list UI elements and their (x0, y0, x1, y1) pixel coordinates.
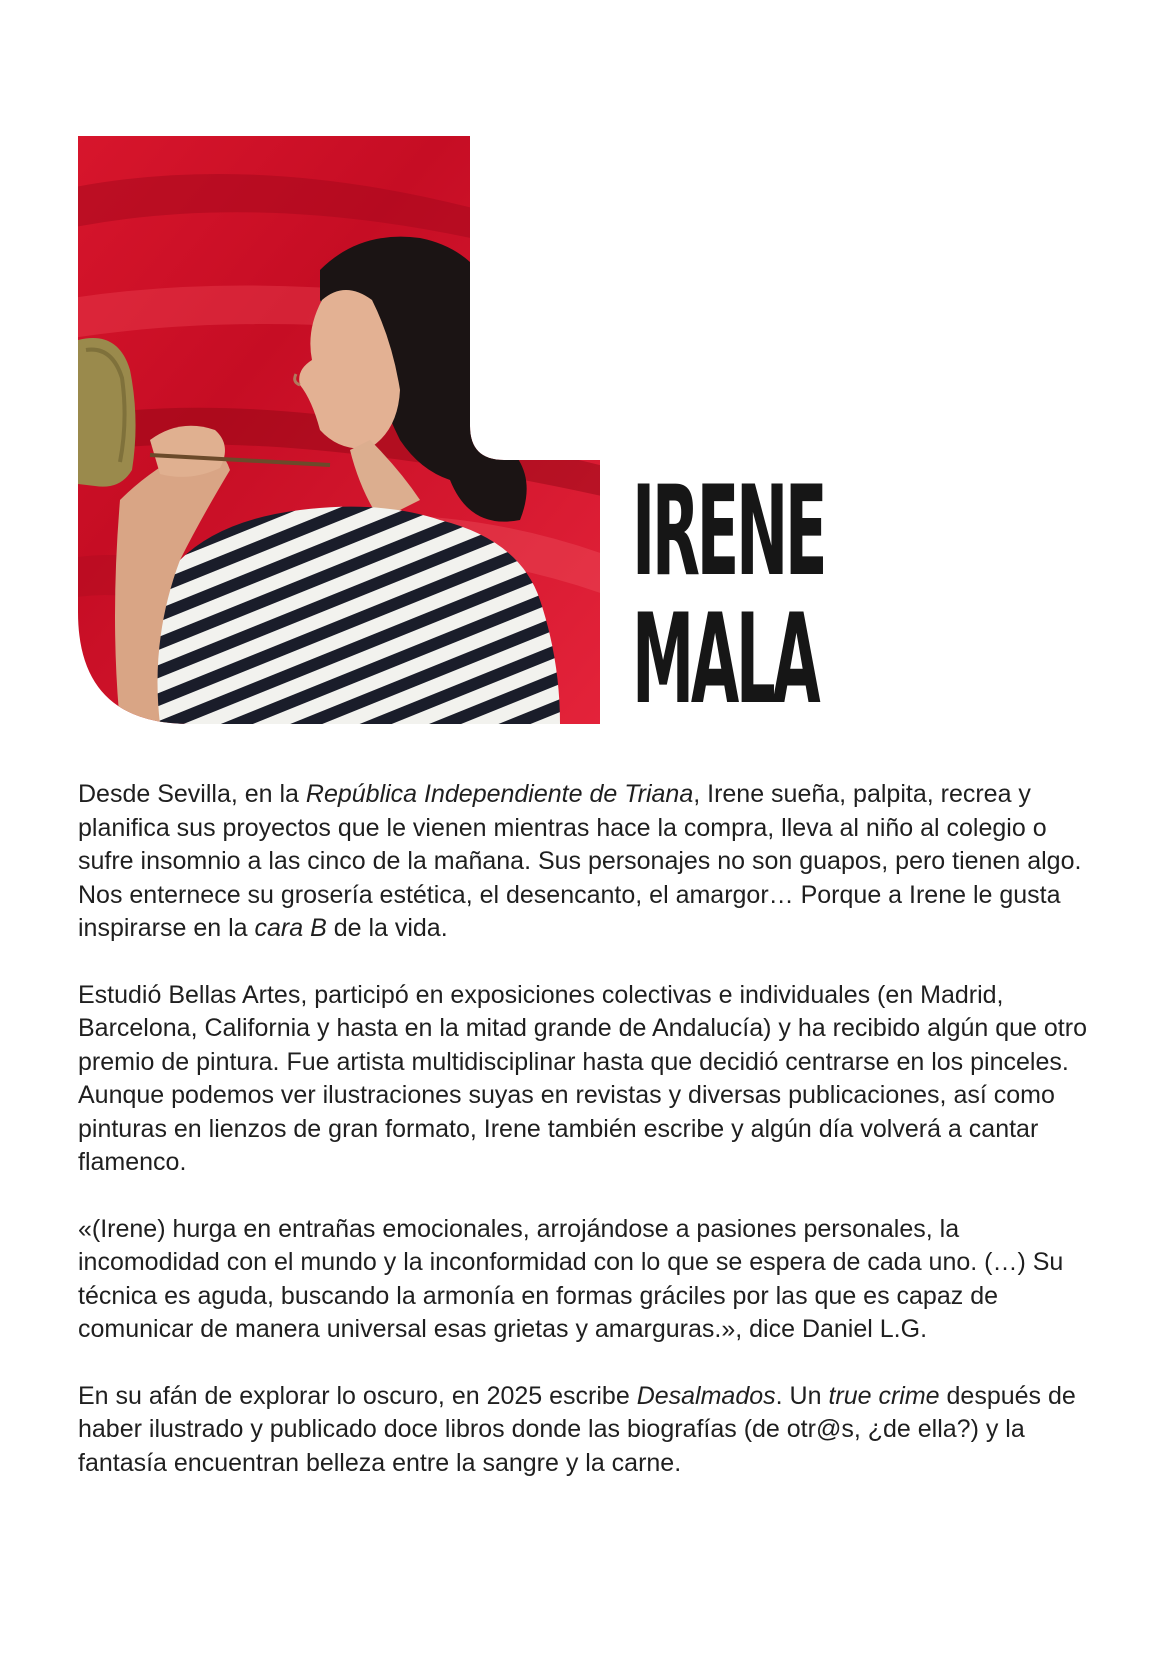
author-bio (78, 778, 1098, 1513)
author-photo-graphic (0, 0, 620, 740)
author-photo (0, 0, 620, 740)
bio-paragraph-1: Desde Sevilla, en la República Independiente de Triana, Irene sueña, palpita, recrea y planifica sus proyectos que le vienen mientras hace la compra, lleva al niño al colegio o sufre insomnio a las cinco de la mañana. Sus personajes no son guapos, pero tienen algo. Nos enternece su grosería estética, el desencanto, el amargor… Porque a Irene le gusta inspirarse en la cara B de la vida. (78, 780, 1082, 942)
bio-paragraph-3: «(Irene) hurga en entrañas emocionales, arrojándose a pasiones personales, la incomodidad con el mundo y la inconformidad con lo que se espera de cada uno. (…) Su técnica es aguda, buscando la armonía en formas gráciles por las que es capaz de comunicar de manera universal esas grietas y amarguras.», dice Daniel L.G. (78, 1214, 1064, 1343)
author-name (632, 460, 852, 732)
author-first-name: IRENE (632, 460, 825, 604)
author-last-name: MALA (632, 588, 818, 732)
bio-paragraph-2: Estudió Bellas Artes, participó en exposiciones colectivas e individuales (en Madrid, Barcelona, California y hasta en la mitad grande de Andalucía) y ha recibido algún que otro premio de pintura. Fue artista multidisciplinar hasta que decidió centrarse en los pinceles. Aunque podemos ver ilustraciones suyas en revistas y diversas publicaciones, así como pinturas en lienzos de gran formato, Irene también escribe y algún día volverá a cantar flamenco. (78, 980, 1087, 1176)
bio-paragraph-4: En su afán de explorar lo oscuro, en 2025 escribe Desalmados. Un true crime después de haber ilustrado y publicado doce libros donde las biografías (de otr@s, ¿de ella?) y la fantasía encuentran belleza entre la sangre y la carne. (78, 1381, 1076, 1477)
